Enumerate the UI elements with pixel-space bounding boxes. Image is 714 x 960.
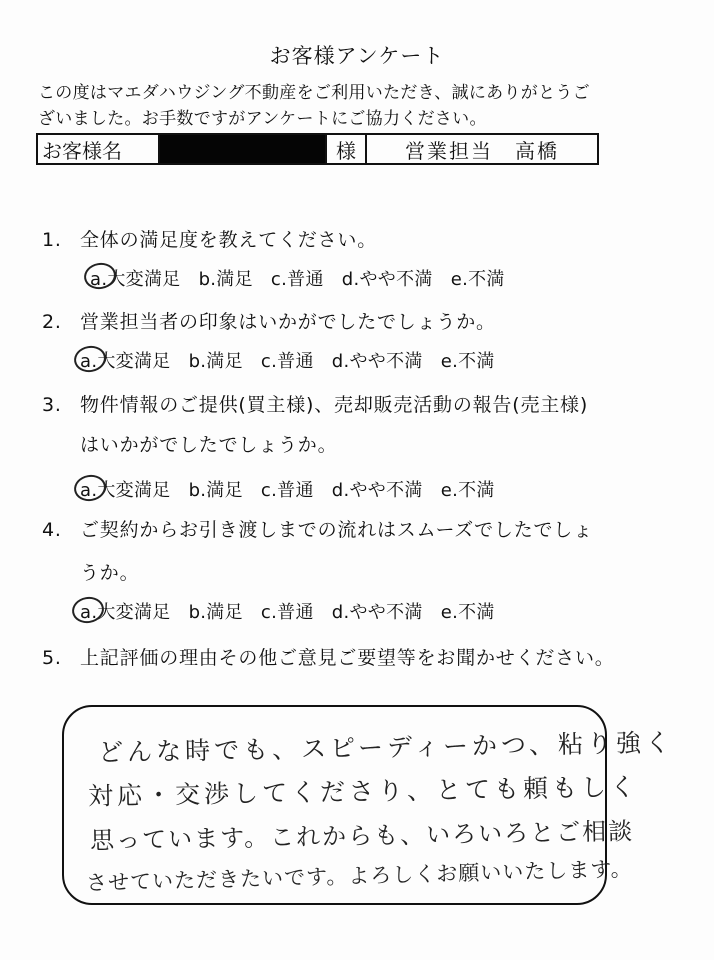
option-e[interactable]: e.不満 bbox=[440, 480, 495, 501]
option-d[interactable]: d.やや不満 bbox=[341, 269, 433, 290]
survey-title: お客様アンケート bbox=[269, 44, 445, 68]
question-4 bbox=[42, 515, 593, 542]
question-text: 物件情報のご提供(買主様)、売却販売活動の報告(売主様) bbox=[80, 394, 589, 416]
option-d[interactable]: d.やや不満 bbox=[331, 351, 423, 372]
question-3-line-2: はいかがでしたでしょうか。 bbox=[80, 434, 338, 456]
customer-info-box bbox=[36, 133, 599, 165]
question-number: 4. bbox=[42, 519, 62, 541]
option-c[interactable]: c.普通 bbox=[260, 480, 314, 501]
option-b[interactable]: b.満足 bbox=[188, 351, 243, 372]
sales-rep-label: 営業担当 bbox=[405, 138, 493, 163]
option-c[interactable]: c.普通 bbox=[260, 602, 314, 623]
option-b[interactable]: b.満足 bbox=[198, 269, 253, 290]
sales-rep-field bbox=[365, 135, 597, 163]
redacted-customer-name bbox=[160, 135, 325, 163]
options-row-2 bbox=[80, 347, 513, 373]
question-number: 1. bbox=[42, 229, 62, 251]
comment-line-4: させていただきたいです。よろしくお願いいたします。 bbox=[85, 856, 633, 896]
honorific-label: 様 bbox=[325, 135, 365, 163]
question-4-line-2: うか。 bbox=[80, 562, 140, 584]
comment-line-2: 対応・交渉してくださり、とても頼もしく bbox=[87, 772, 640, 811]
options-row-1 bbox=[90, 265, 523, 291]
question-text: 営業担当者の印象はいかがでしたでしょうか。 bbox=[80, 311, 496, 333]
option-e[interactable]: e.不満 bbox=[440, 351, 495, 372]
option-d[interactable]: d.やや不満 bbox=[331, 480, 423, 501]
question-3 bbox=[42, 390, 588, 417]
options-row-4 bbox=[80, 598, 513, 624]
option-a[interactable]: a.大変満足 bbox=[90, 269, 181, 290]
option-a[interactable]: a.大変満足 bbox=[80, 602, 171, 623]
question-number: 3. bbox=[42, 394, 62, 416]
comment-line-1: どんな時でも、スピーディーかつ、粘り強く bbox=[97, 727, 675, 768]
option-d[interactable]: d.やや不満 bbox=[331, 602, 423, 623]
question-text: ご契約からお引き渡しまでの流れはスムーズでしたでしょ bbox=[80, 519, 593, 541]
question-5 bbox=[42, 643, 615, 670]
question-text: 全体の満足度を教えてください。 bbox=[80, 229, 378, 251]
question-1 bbox=[42, 225, 377, 252]
sales-rep-name: 高橋 bbox=[515, 138, 559, 163]
customer-name-label: お客様名 bbox=[38, 135, 160, 163]
option-a[interactable]: a.大変満足 bbox=[80, 351, 171, 372]
option-c[interactable]: c.普通 bbox=[270, 269, 324, 290]
option-b[interactable]: b.満足 bbox=[188, 480, 243, 501]
question-2 bbox=[42, 307, 496, 334]
option-e[interactable]: e.不満 bbox=[440, 602, 495, 623]
option-e[interactable]: e.不満 bbox=[450, 269, 505, 290]
comment-line-3: 思っています。これからも、いろいろとご相談 bbox=[89, 817, 635, 855]
question-text: 上記評価の理由その他ご意見ご要望等をお聞かせください。 bbox=[80, 647, 615, 669]
question-number: 5. bbox=[42, 647, 62, 669]
intro-line-1: この度はマエダハウジング不動産をご利用いただき、誠にありがとうご bbox=[38, 83, 590, 103]
option-c[interactable]: c.普通 bbox=[260, 351, 314, 372]
option-b[interactable]: b.満足 bbox=[188, 602, 243, 623]
option-a[interactable]: a.大変満足 bbox=[80, 480, 171, 501]
question-number: 2. bbox=[42, 311, 62, 333]
options-row-3 bbox=[80, 476, 513, 502]
intro-line-2: ざいました。お手数ですがアンケートにご協力ください。 bbox=[38, 109, 487, 129]
